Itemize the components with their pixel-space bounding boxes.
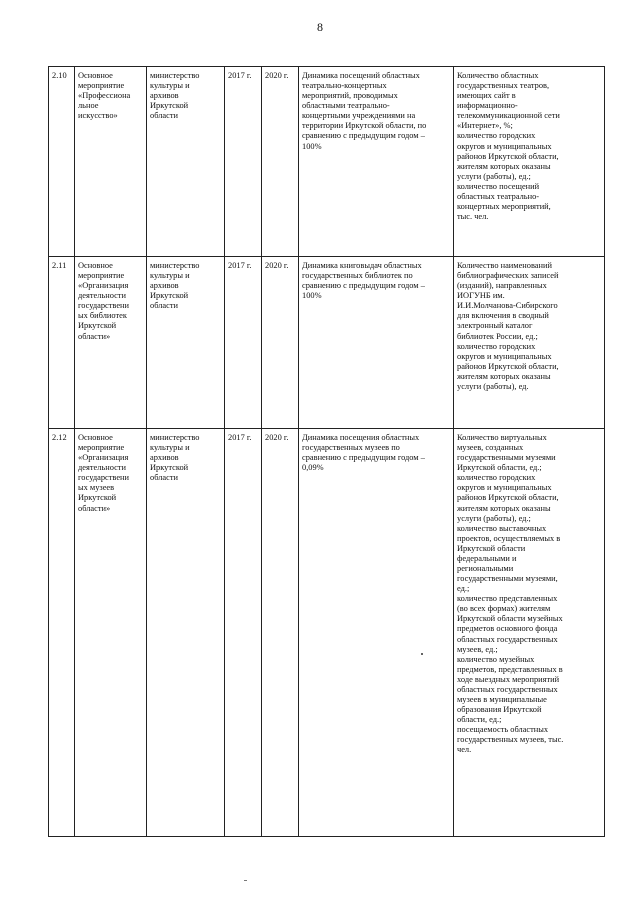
row-number: 2.11 <box>49 257 75 429</box>
page-number: 8 <box>317 20 323 34</box>
table-row <box>49 257 605 429</box>
activity-name: Основное мероприятие «Организация деятельности государствени ых библиотек Иркутской области» <box>75 257 147 429</box>
performance-indicators: Количество областных государственных театров, имеющих сайт в информационно- телекоммуникационной сети «Интернет», %; количество городских округов и муниципальных районов Иркутской области, жителям которых оказаны услуги (работы), ед.; количество посещений областных театрально- концертных мероприятий, тыс. чел. <box>454 67 605 257</box>
responsible-executor: министерство культуры и архивов Иркутской области <box>147 257 225 429</box>
row-number: 2.12 <box>49 429 75 837</box>
end-year: 2020 г. <box>262 429 299 837</box>
scan-speck <box>421 653 423 655</box>
performance-indicators: Количество виртуальных музеев, созданных государственными музеями Иркутской области, ед.; количество городских округов и муниципальных районов Иркутской области, жителям которых оказаны услуги (работы), ед.; количество выставочных проектов, осуществляемых в Иркутской области федеральными и региональными государственными музеями, ед.; количество представленных (во всех формах) жителям Иркутской области музейных предметов основного фонда областных государственных музеев, ед.; количество музейных предметов, представленных в ходе выездных мероприятий областных государственных музеев в муниципальные образования Иркутской области, ед.; посещаемость областных государственных музеев, тыс. чел. <box>454 429 605 837</box>
scan-mark <box>244 880 247 881</box>
end-year: 2020 г. <box>262 67 299 257</box>
activity-name: Основное мероприятие «Профессиона льное искусство» <box>75 67 147 257</box>
start-year: 2017 г. <box>225 429 262 837</box>
end-year: 2020 г. <box>262 257 299 429</box>
responsible-executor: министерство культуры и архивов Иркутской области <box>147 67 225 257</box>
table-row <box>49 67 605 257</box>
start-year: 2017 г. <box>225 67 262 257</box>
row-number: 2.10 <box>49 67 75 257</box>
responsible-executor: министерство культуры и архивов Иркутской области <box>147 429 225 837</box>
expected-result: Динамика посещений областных театрально-концертных мероприятий, проводимых областными театрально- концертными учреждениями на территории Иркутской области, по сравнению с предыдущим годом – 100% <box>299 67 454 257</box>
activity-name: Основное мероприятие «Организация деятельности государствени ых музеев Иркутской области» <box>75 429 147 837</box>
expected-result: Динамика книговыдач областных государственных библиотек по сравнению с предыдущим годом – 100% <box>299 257 454 429</box>
start-year: 2017 г. <box>225 257 262 429</box>
table-row <box>49 429 605 837</box>
activities-table <box>48 66 605 837</box>
expected-result: Динамика посещения областных государственных музеев по сравнению с предыдущим годом – 0,09% <box>299 429 454 837</box>
performance-indicators: Количество наименований библиографических записей (изданий), направленных ИОГУНБ им. И.И.Молчанова-Сибирского для включения в сводный электронный каталог библиотек России, ед.; количество городских округов и муниципальных районов Иркутской области, жителям которых оказаны услуги (работы), ед. <box>454 257 605 429</box>
